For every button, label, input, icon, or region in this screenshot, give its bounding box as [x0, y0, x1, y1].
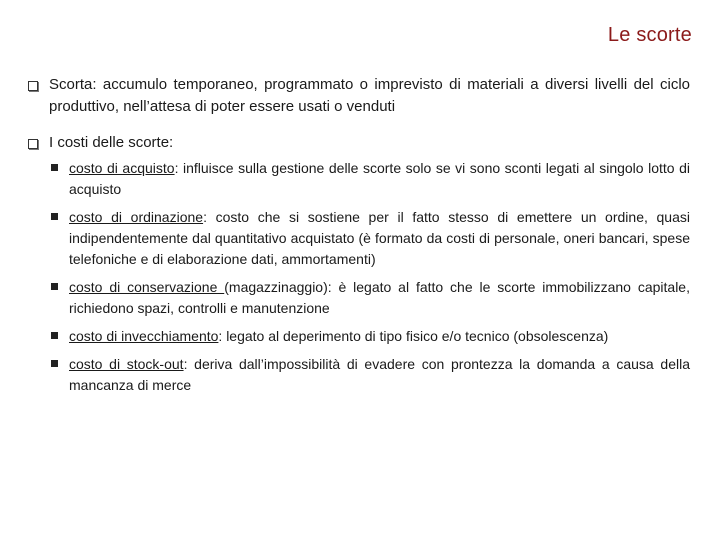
slide-title: Le scorte: [607, 24, 692, 46]
list-item-costo-stock-out: [49, 354, 690, 396]
cost-term: costo di invecchiamento: [69, 328, 219, 344]
cost-term: costo di ordinazione: [69, 209, 204, 225]
cost-description: : costo che si sostiene per il fatto stesso di emettere un ordine, quasi indipendentemente dal quantitativo acquistato (è formato da costi di personale, oneri bancari, spese telefoniche e di elaborazione dati, ammortamenti): [69, 209, 690, 267]
square-bullet-icon: [51, 332, 58, 339]
cost-description: (magazzinaggio): è legato al fatto che le scorte immobilizzano capitale, richiedono spazi, controlli e manutenzione: [69, 279, 690, 316]
checkbox-bullet-icon: [28, 139, 38, 149]
scorta-term: Scorta: [49, 76, 93, 93]
cost-term: costo di acquisto: [69, 160, 175, 176]
square-bullet-icon: [51, 360, 58, 367]
bullet-scorta: [28, 74, 690, 118]
cost-description: : legato al deperimento di tipo fisico e/o tecnico (obsolescenza): [218, 328, 609, 344]
checkbox-bullet-icon: [28, 81, 38, 91]
square-bullet-icon: [51, 283, 58, 290]
list-item-costo-invecchiamento: [49, 326, 690, 347]
costi-heading: I costi delle scorte:: [49, 134, 174, 151]
slide-content: [28, 74, 690, 396]
list-item-costo-acquisto: [49, 158, 690, 200]
bullet-costi: [28, 132, 690, 396]
cost-term: costo di conservazione: [69, 279, 225, 295]
scorta-definition: : accumulo temporaneo, programmato o imprevisto di materiali a diversi livelli del ciclo produttivo, nell’attesa di poter essere usati o venduti: [49, 76, 690, 115]
list-item-costo-conservazione: [49, 277, 690, 319]
cost-description: : deriva dall’impossibilità di evadere con prontezza la domanda a causa della mancanza di merce: [69, 356, 690, 393]
square-bullet-icon: [51, 213, 58, 220]
cost-term: costo di stock-out: [69, 356, 184, 372]
costi-list: [49, 158, 690, 396]
list-item-costo-ordinazione: [49, 207, 690, 270]
cost-description: : influisce sulla gestione delle scorte solo se vi sono sconti legati al singolo lotto di acquisto: [69, 160, 690, 197]
square-bullet-icon: [51, 164, 58, 171]
